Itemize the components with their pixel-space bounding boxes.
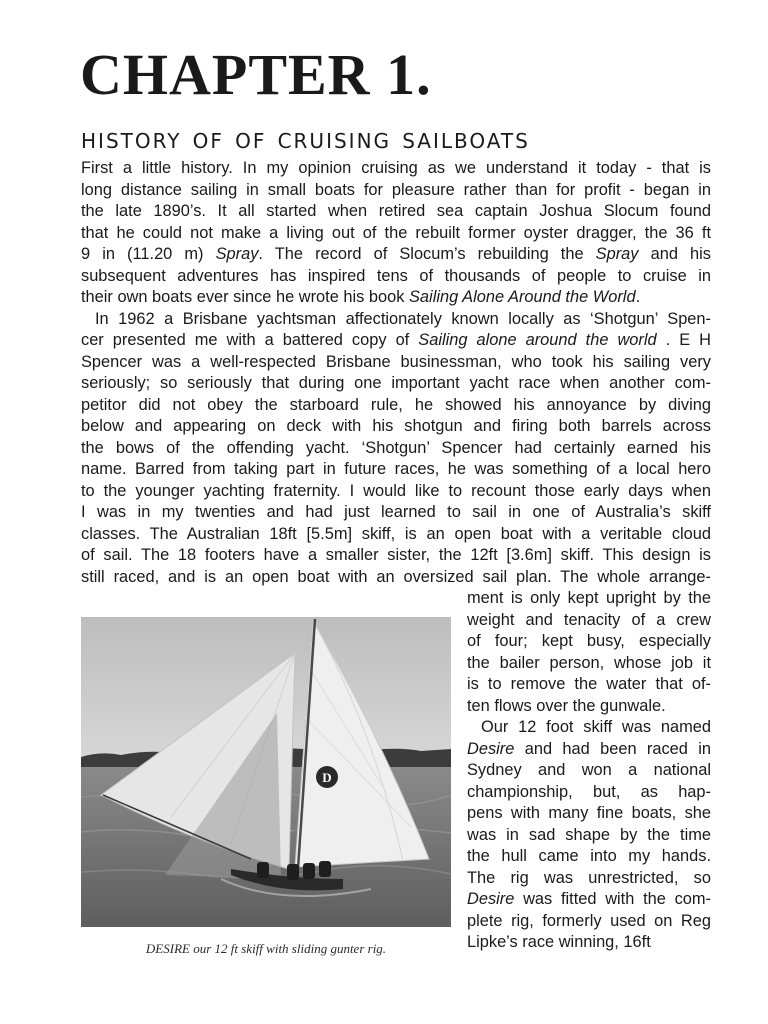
crew-3 [303, 863, 315, 879]
text-line: pens with many fine boats, she [467, 804, 711, 822]
sailboat-photo [81, 617, 451, 927]
sail-letter: D [322, 770, 332, 785]
text-line: Our 12 foot skiff was named [481, 718, 711, 736]
text-line: subsequent adventures has inspired tens of thousands of people to cruise in [81, 266, 711, 285]
text-line: name. Barred from taking part in future races, he was something of a local hero [81, 460, 711, 478]
sailboat-illustration [81, 617, 451, 927]
text-line: of sail. The 18 footers have a smaller sister, the 12ft [3.6m] skiff. This design is [81, 546, 711, 564]
text-line: Desire and had been raced in [467, 739, 711, 758]
text-line: 9 in (11.20 m) Spray. The record of Slocum’s rebuilding the Spray and his [81, 245, 711, 263]
text-line: still raced, and is an open boat with an oversized sail plan. The whole arrange- [81, 567, 711, 586]
section-title: history of of cruising sailboats [81, 121, 530, 155]
text-line: Lipke’s race winning, 16ft [467, 933, 651, 951]
text-line: First a little history. In my opinion cruising as we understand it today - that is [81, 159, 711, 177]
text-line: their own boats ever since he wrote his book Sailing Alone Around the World. [81, 288, 641, 306]
text-line: of four; kept busy, especially [467, 632, 711, 650]
text-line: ten flows over the gunwale. [467, 696, 666, 715]
crew-4 [319, 861, 331, 877]
text-line: was in sad shape by the time [467, 825, 711, 844]
text-line: plete rig, formerly used on Reg [467, 911, 711, 930]
text-line: long distance sailing in small boats for pleasure rather than for profit - began in [81, 180, 711, 199]
text-line: is to remove the water that of- [467, 675, 711, 693]
text-line: Desire was fitted with the com- [467, 890, 711, 908]
chapter-title: CHAPTER 1. [80, 42, 432, 107]
text-line: classes. The Australian 18ft [5.5m] skiff, is an open boat with a veritable cloud [81, 524, 711, 543]
text-line: that he could not make a living out of the rebuilt former oyster dragger, the 36 ft [81, 223, 711, 242]
text-line: Spencer was a well-respected Brisbane businessman, who took his sailing very [81, 352, 711, 371]
text-line: The rig was unrestricted, so [467, 868, 711, 887]
text-line: the bailer person, whose job it [467, 653, 711, 672]
text-line: the bows of the offending yacht. ‘Shotgun’ Spencer had certainly earned his [81, 438, 711, 457]
text-line: cer presented me with a battered copy of Sailing alone around the world . E H [81, 331, 711, 349]
text-line: the late 1890’s. It all started when retired sea captain Joshua Slocum found [81, 202, 711, 220]
text-line: In 1962 a Brisbane yachtsman affectionately known locally as ‘Shotgun’ Spen- [95, 309, 711, 328]
text-line: championship, but, as hap- [467, 782, 711, 801]
text-line: to the younger yachting fraternity. I would like to recount those early days when [81, 481, 711, 500]
text-line: weight and tenacity of a crew [467, 610, 711, 629]
crew-2 [287, 864, 299, 880]
text-line: ment is only kept upright by the [467, 589, 711, 607]
photo-caption: DESIRE our 12 ft skiff with sliding gunter rig. [145, 941, 387, 956]
text-line: below and appearing on deck with his shotgun and firing both barrels across [81, 417, 711, 435]
text-line: Sydney and won a national [467, 761, 711, 779]
text-line: petitor did not obey the starboard rule, he showed his annoyance by diving [81, 395, 711, 414]
text-line: seriously; so seriously that during one important yacht race when another com- [81, 374, 711, 392]
crew-1 [257, 862, 269, 878]
text-line: the hull came into my hands. [467, 847, 711, 865]
text-line: I was in my twenties and had just learned to sail in one of Australia’s skiff [81, 503, 711, 521]
paragraph-1 [81, 158, 711, 309]
